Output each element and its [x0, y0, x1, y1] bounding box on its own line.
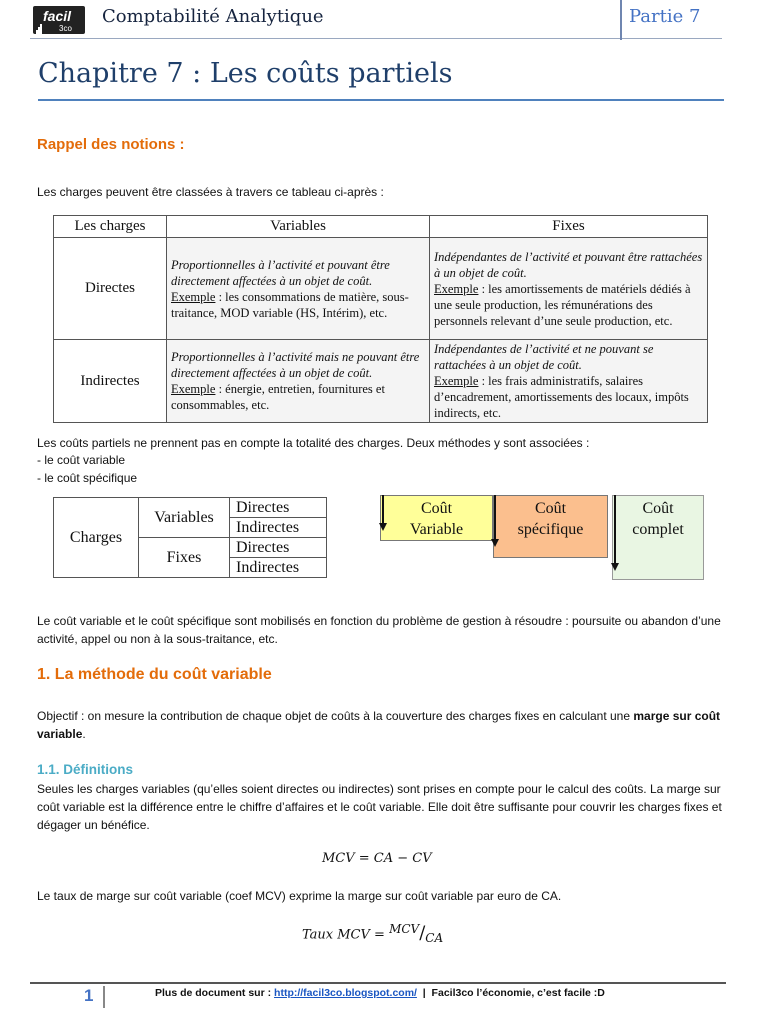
footer-tail: | Facil3co l’économie, c’est facile :D [416, 987, 605, 999]
objective-bold: marge sur coût variable [37, 709, 721, 741]
row-label-indirectes: Indirectes [54, 340, 167, 423]
method-item: - le coût variable [37, 453, 126, 467]
cell-directes-variables [167, 238, 430, 340]
footer-rule [30, 982, 726, 984]
example-label: Exemple [434, 281, 479, 296]
arrow-complete-icon [614, 495, 616, 563]
arrow-variable-head-icon [379, 523, 387, 531]
cell-definition: Indépendantes de l’activité et pouvant être rattachées à un objet de coût. [434, 249, 703, 280]
charges-breakdown-table [53, 497, 327, 578]
taux-text: Le taux de marge sur coût variable (coef MCV) exprime la marge sur coût variable par euro de CA. [37, 889, 562, 903]
cost-complete-box [612, 495, 704, 580]
example-text: : les consommations de matière, sous-traitance, MOD variable (HS, Intérim), etc. [171, 289, 409, 320]
col-header-charges: Les charges [54, 216, 167, 238]
formula-left: Taux MCV = [302, 927, 390, 943]
objective-text [37, 707, 737, 743]
footer-text [155, 987, 605, 999]
example-text: : énergie, entretien, fournitures et consommables, etc. [171, 382, 385, 412]
cell-definition: Indépendantes de l’activité et ne pouvant se rattachées à un objet de coût. [434, 342, 654, 372]
example-label: Exemple [171, 289, 216, 304]
formula-taux-mcv [302, 922, 443, 945]
cost-specific-box [493, 495, 608, 558]
formula-denominator: CA [425, 930, 444, 945]
cost-variable-line2: Variable [409, 521, 464, 538]
example-label: Exemple [434, 374, 479, 388]
col-header-variables: Variables [167, 216, 430, 238]
cell-fixes: Fixes [139, 538, 230, 578]
arrow-specific-icon [494, 495, 496, 539]
cost-complete-line1: Coût [642, 500, 674, 517]
table-row [54, 238, 708, 340]
arrow-complete-head-icon [611, 563, 619, 571]
cell-definition: Proportionnelles à l’activité mais ne pouvant être directement affectées à un objet de coût. [171, 350, 420, 380]
logo-sub: 3co [59, 24, 72, 33]
footer-lead: Plus de document sur : [155, 987, 275, 999]
table-header-row [54, 216, 708, 238]
cell-directes-fixes [430, 238, 708, 340]
cost-variable-line1: Coût [420, 500, 453, 517]
formula-slash: / [419, 922, 426, 944]
arrow-specific-head-icon [491, 539, 499, 547]
cost-specific-line2: spécifique [517, 521, 584, 538]
usage-text: Le coût variable et le coût spécifique sont mobilisés en fonction du problème de gestion à résoudre : poursuite ou abandon d’une activité, appel ou non à la sous-traitance, etc. [37, 614, 721, 646]
page-number: 1 [84, 986, 94, 1005]
intro-text: Les charges peuvent être classées à travers ce tableau ci-après : [37, 185, 384, 199]
table-row [54, 340, 708, 423]
cell-variables: Variables [139, 498, 230, 538]
logo-text: facil [43, 8, 72, 24]
arrow-variable-icon [382, 495, 384, 523]
chapter-rule [38, 99, 724, 101]
charges-table [53, 215, 708, 423]
section-1-1-title: 1.1. Définitions [37, 762, 134, 777]
row-label-directes: Directes [54, 238, 167, 340]
formula-numerator: MCV [389, 922, 420, 936]
col-header-fixes: Fixes [430, 216, 708, 238]
partial-costs-text: Les coûts partiels ne prennent pas en compte la totalité des charges. Deux méthodes y sont associées : [37, 436, 590, 450]
example-text: : les frais administratifs, salaires d’encadrement, amortissements des locaux, impôts indirects, etc. [434, 374, 689, 420]
chapter-title: Chapitre 7 : Les coûts partiels [38, 58, 453, 89]
footer-link[interactable]: http://facil3co.blogspot.com/ [274, 987, 417, 999]
cost-specific-line1: Coût [534, 500, 567, 517]
cell-directes: Directes [230, 538, 327, 558]
definitions-text: Seules les charges variables (qu’elles soient directes ou indirectes) sont prises en compte pour le calcul des coûts. La marge sur coût variable est la différence entre le chiffre d’affaires et le coût variable. Elle doit être suffisante pour couvrir les charges fixes et dégager un bénéfice. [37, 782, 722, 832]
section-1-title: 1. La méthode du coût variable [37, 666, 272, 683]
cell-definition: Proportionnelles à l’activité et pouvant être directement affectées à un objet de coût. [171, 257, 390, 288]
cell-indirectes: Indirectes [230, 518, 327, 538]
cell-indirectes-fixes [430, 340, 708, 423]
footer-divider [103, 986, 105, 1008]
cell-indirectes-variables [167, 340, 430, 423]
part-label: Partie 7 [629, 6, 701, 27]
cell-directes: Directes [230, 498, 327, 518]
cost-variable-box [380, 495, 493, 541]
cell-indirectes: Indirectes [230, 558, 327, 578]
header-divider [620, 0, 622, 40]
cost-complete-line2: complet [632, 521, 684, 538]
cell-charges: Charges [54, 498, 139, 578]
formula-mcv: MCV = CA − CV [322, 851, 432, 866]
example-label: Exemple [171, 382, 216, 396]
logo-bars-icon [36, 16, 42, 26]
method-item: - le coût spécifique [37, 471, 138, 485]
logo [33, 6, 85, 34]
document-title: Comptabilité Analytique [102, 6, 324, 27]
objective-tail: . [82, 727, 86, 741]
objective-lead: Objectif : on mesure la contribution de chaque objet de coûts à la couverture des charges fixes en calculant une [37, 709, 634, 723]
example-text: : les amortissements de matériels dédiés à une seule production, les rémunérations des personnels relevant d’une seule production, etc. [434, 281, 691, 328]
rappel-heading: Rappel des notions : [37, 136, 185, 153]
